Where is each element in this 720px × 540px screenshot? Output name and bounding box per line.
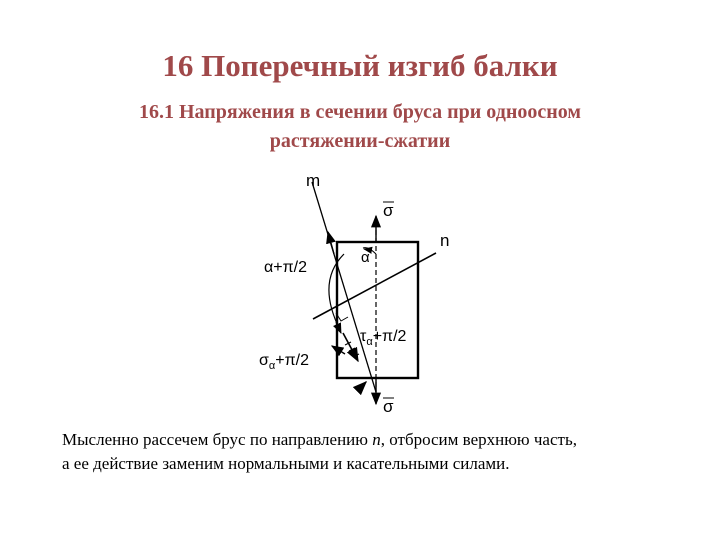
label-sigma-bottom: σ bbox=[383, 397, 394, 416]
resultant-arrow bbox=[357, 382, 366, 391]
label-m: m bbox=[306, 171, 321, 190]
normal-arrow-m bbox=[328, 232, 334, 254]
body-paragraph bbox=[62, 428, 702, 476]
body-line-1b: , отбросим верхнюю часть, bbox=[380, 430, 577, 449]
normal-line-m bbox=[312, 182, 376, 392]
label-sigma-top: σ bbox=[383, 201, 394, 220]
label-tau: $\tau_\alpha+\pi/2$ bbox=[360, 328, 407, 348]
sigma-alpha-arrow bbox=[332, 346, 345, 354]
body-line-2: а ее действие заменим нормальными и касательными силами. bbox=[62, 454, 510, 473]
subtitle-line-1: 16.1 Напряжения в сечении бруса при одноосном bbox=[138, 101, 581, 123]
label-alpha-pi2: α+π/2 bbox=[264, 259, 307, 276]
beam-rectangle bbox=[337, 242, 418, 378]
subtitle-line-2: растяжении-сжатии bbox=[269, 130, 451, 152]
label-sigma-alpha: $\sigma_\alpha+\pi/2$ bbox=[259, 352, 309, 372]
body-line-1a: Мысленно рассечем брус по направлению bbox=[62, 430, 373, 449]
label-n: n bbox=[440, 231, 450, 250]
body-line-1-n: n bbox=[372, 430, 381, 449]
tau-arrow bbox=[343, 333, 358, 361]
slide-title: 16 Поперечный изгиб балки bbox=[162, 48, 558, 83]
label-alpha: α bbox=[361, 249, 370, 266]
